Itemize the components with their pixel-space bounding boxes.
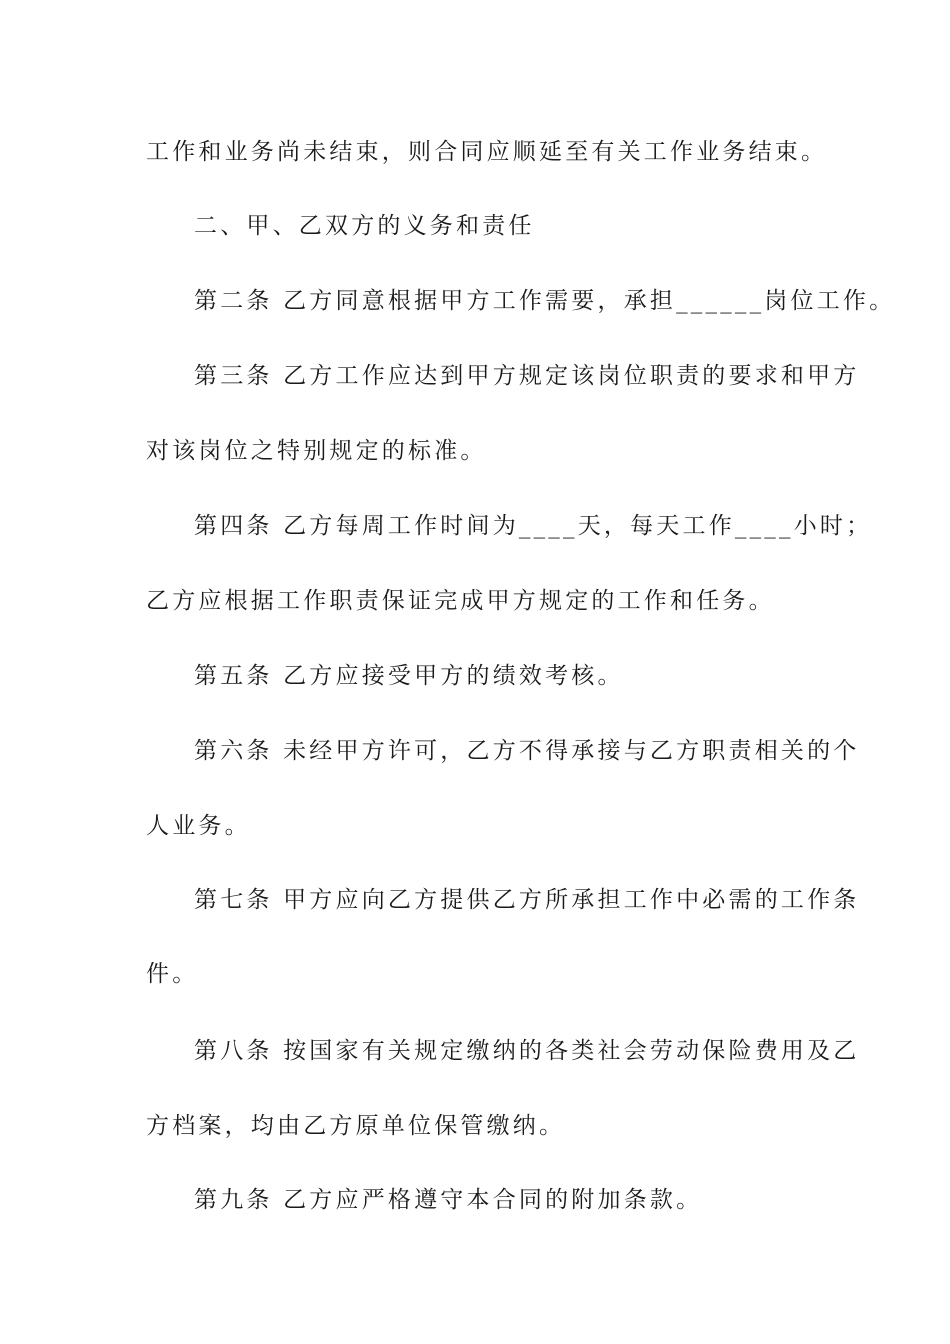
text-line-continuation: 工作和业务尚未结束，则合同应顺延至有关工作业务结束。 [146,139,828,165]
section-heading: 二、甲、乙双方的义务和责任 [194,213,535,239]
article-4-line-1: 第四条 乙方每周工作时间为____天，每天工作____小时； [194,513,873,539]
article-8-line-1: 第八条 按国家有关规定缴纳的各类社会劳动保险费用及乙 [194,1038,860,1064]
article-6-line-1: 第六条 未经甲方许可，乙方不得承接与乙方职责相关的个 [194,738,860,764]
article-2: 第二条 乙方同意根据甲方工作需要，承担______岗位工作。 [194,288,896,314]
article-4-line-2: 乙方应根据工作职责保证完成甲方规定的工作和任务。 [146,588,775,614]
article-5: 第五条 乙方应接受甲方的绩效考核。 [194,663,624,689]
article-8-line-2: 方档案，均由乙方原单位保管缴纳。 [146,1113,566,1139]
article-9: 第九条 乙方应严格遵守本合同的附加条款。 [194,1187,703,1213]
article-7-line-2: 件。 [146,961,199,987]
article-3-line-2: 对该岗位之特别规定的标准。 [146,438,487,464]
article-3-line-1: 第三条 乙方工作应达到甲方规定该岗位职责的要求和甲方 [194,363,860,389]
article-7-line-1: 第七条 甲方应向乙方提供乙方所承担工作中必需的工作条 [194,887,860,913]
article-6-line-2: 人业务。 [146,813,251,839]
